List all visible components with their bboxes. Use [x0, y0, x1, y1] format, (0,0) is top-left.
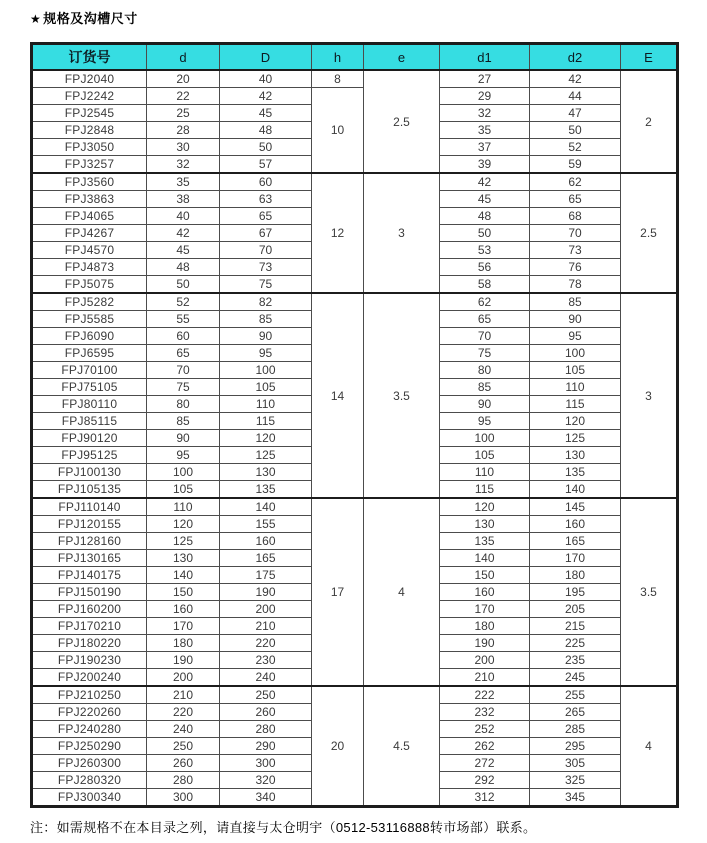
order-code-cell: FPJ2545 — [32, 105, 147, 122]
d-value-cell: 80 — [147, 396, 220, 413]
d1-value-cell: 222 — [440, 686, 530, 704]
d1-value-cell: 65 — [440, 311, 530, 328]
d1-value-cell: 200 — [440, 652, 530, 669]
D-value-cell: 165 — [220, 550, 312, 567]
page-title-text: 规格及沟槽尺寸 — [43, 11, 138, 26]
d-value-cell: 110 — [147, 498, 220, 516]
D-value-cell: 160 — [220, 533, 312, 550]
D-value-cell: 200 — [220, 601, 312, 618]
col-header-e: e — [364, 44, 440, 71]
E-value-cell: 3.5 — [621, 498, 678, 686]
d-value-cell: 38 — [147, 191, 220, 208]
order-code-cell: FPJ2848 — [32, 122, 147, 139]
d2-value-cell: 47 — [530, 105, 621, 122]
D-value-cell: 75 — [220, 276, 312, 294]
order-code-cell: FPJ240280 — [32, 721, 147, 738]
order-code-cell: FPJ5585 — [32, 311, 147, 328]
D-value-cell: 175 — [220, 567, 312, 584]
D-value-cell: 210 — [220, 618, 312, 635]
h-value-cell: 14 — [312, 293, 364, 498]
d2-value-cell: 125 — [530, 430, 621, 447]
d1-value-cell: 160 — [440, 584, 530, 601]
d1-value-cell: 190 — [440, 635, 530, 652]
h-value-cell: 8 — [312, 70, 364, 88]
d1-value-cell: 210 — [440, 669, 530, 687]
D-value-cell: 240 — [220, 669, 312, 687]
d-value-cell: 170 — [147, 618, 220, 635]
D-value-cell: 95 — [220, 345, 312, 362]
d2-value-cell: 52 — [530, 139, 621, 156]
d1-value-cell: 120 — [440, 498, 530, 516]
d2-value-cell: 110 — [530, 379, 621, 396]
d2-value-cell: 145 — [530, 498, 621, 516]
order-code-cell: FPJ120155 — [32, 516, 147, 533]
col-header-D: D — [220, 44, 312, 71]
D-value-cell: 85 — [220, 311, 312, 328]
d-value-cell: 125 — [147, 533, 220, 550]
d1-value-cell: 48 — [440, 208, 530, 225]
col-header-E: E — [621, 44, 678, 71]
order-code-cell: FPJ110140 — [32, 498, 147, 516]
d2-value-cell: 345 — [530, 789, 621, 807]
e-value-cell: 3.5 — [364, 293, 440, 498]
d-value-cell: 35 — [147, 173, 220, 191]
D-value-cell: 250 — [220, 686, 312, 704]
order-code-cell: FPJ170210 — [32, 618, 147, 635]
d2-value-cell: 68 — [530, 208, 621, 225]
E-value-cell: 2 — [621, 70, 678, 173]
d2-value-cell: 76 — [530, 259, 621, 276]
d1-value-cell: 252 — [440, 721, 530, 738]
d-value-cell: 28 — [147, 122, 220, 139]
d2-value-cell: 120 — [530, 413, 621, 430]
order-code-cell: FPJ5075 — [32, 276, 147, 294]
order-code-cell: FPJ150190 — [32, 584, 147, 601]
d-value-cell: 60 — [147, 328, 220, 345]
order-code-cell: FPJ85115 — [32, 413, 147, 430]
footer-note: 注：如需规格不在本目录之列，请直接与太仓明宇（0512-53116888转市场部）联系。 — [30, 820, 537, 835]
d-value-cell: 20 — [147, 70, 220, 88]
E-value-cell: 3 — [621, 293, 678, 498]
d-value-cell: 140 — [147, 567, 220, 584]
table-row — [32, 293, 678, 311]
d-value-cell: 32 — [147, 156, 220, 174]
d2-value-cell: 325 — [530, 772, 621, 789]
D-value-cell: 120 — [220, 430, 312, 447]
order-code-cell: FPJ4570 — [32, 242, 147, 259]
E-value-cell: 2.5 — [621, 173, 678, 293]
d2-value-cell: 265 — [530, 704, 621, 721]
D-value-cell: 70 — [220, 242, 312, 259]
D-value-cell: 290 — [220, 738, 312, 755]
order-code-cell: FPJ250290 — [32, 738, 147, 755]
order-code-cell: FPJ3560 — [32, 173, 147, 191]
table-row — [32, 498, 678, 516]
d-value-cell: 85 — [147, 413, 220, 430]
col-header-order-no: 订货号 — [32, 44, 147, 71]
d1-value-cell: 110 — [440, 464, 530, 481]
order-code-cell: FPJ70100 — [32, 362, 147, 379]
D-value-cell: 140 — [220, 498, 312, 516]
d1-value-cell: 292 — [440, 772, 530, 789]
order-code-cell: FPJ260300 — [32, 755, 147, 772]
d2-value-cell: 305 — [530, 755, 621, 772]
d1-value-cell: 80 — [440, 362, 530, 379]
d-value-cell: 75 — [147, 379, 220, 396]
e-value-cell: 4 — [364, 498, 440, 686]
d2-value-cell: 245 — [530, 669, 621, 687]
D-value-cell: 63 — [220, 191, 312, 208]
d1-value-cell: 105 — [440, 447, 530, 464]
D-value-cell: 67 — [220, 225, 312, 242]
d-value-cell: 55 — [147, 311, 220, 328]
D-value-cell: 230 — [220, 652, 312, 669]
d1-value-cell: 29 — [440, 88, 530, 105]
d-value-cell: 42 — [147, 225, 220, 242]
d2-value-cell: 95 — [530, 328, 621, 345]
order-code-cell: FPJ3863 — [32, 191, 147, 208]
d2-value-cell: 295 — [530, 738, 621, 755]
D-value-cell: 155 — [220, 516, 312, 533]
d1-value-cell: 262 — [440, 738, 530, 755]
d-value-cell: 200 — [147, 669, 220, 687]
d1-value-cell: 170 — [440, 601, 530, 618]
d2-value-cell: 165 — [530, 533, 621, 550]
d1-value-cell: 39 — [440, 156, 530, 174]
d-value-cell: 190 — [147, 652, 220, 669]
d-value-cell: 48 — [147, 259, 220, 276]
d-value-cell: 120 — [147, 516, 220, 533]
d-value-cell: 50 — [147, 276, 220, 294]
d2-value-cell: 235 — [530, 652, 621, 669]
d2-value-cell: 73 — [530, 242, 621, 259]
d2-value-cell: 78 — [530, 276, 621, 294]
order-code-cell: FPJ6595 — [32, 345, 147, 362]
spec-table — [30, 42, 679, 808]
d2-value-cell: 85 — [530, 293, 621, 311]
E-value-cell: 4 — [621, 686, 678, 807]
d1-value-cell: 135 — [440, 533, 530, 550]
d1-value-cell: 37 — [440, 139, 530, 156]
d-value-cell: 150 — [147, 584, 220, 601]
d1-value-cell: 53 — [440, 242, 530, 259]
page-title — [30, 8, 138, 27]
order-code-cell: FPJ2242 — [32, 88, 147, 105]
order-code-cell: FPJ128160 — [32, 533, 147, 550]
d-value-cell: 95 — [147, 447, 220, 464]
order-code-cell: FPJ4065 — [32, 208, 147, 225]
d-value-cell: 280 — [147, 772, 220, 789]
D-value-cell: 260 — [220, 704, 312, 721]
d1-value-cell: 272 — [440, 755, 530, 772]
d-value-cell: 250 — [147, 738, 220, 755]
d-value-cell: 25 — [147, 105, 220, 122]
d2-value-cell: 65 — [530, 191, 621, 208]
D-value-cell: 82 — [220, 293, 312, 311]
d2-value-cell: 62 — [530, 173, 621, 191]
order-code-cell: FPJ75105 — [32, 379, 147, 396]
order-code-cell: FPJ190230 — [32, 652, 147, 669]
d1-value-cell: 50 — [440, 225, 530, 242]
d-value-cell: 160 — [147, 601, 220, 618]
order-code-cell: FPJ180220 — [32, 635, 147, 652]
d1-value-cell: 95 — [440, 413, 530, 430]
d1-value-cell: 35 — [440, 122, 530, 139]
h-value-cell: 20 — [312, 686, 364, 807]
col-header-d: d — [147, 44, 220, 71]
order-code-cell: FPJ300340 — [32, 789, 147, 807]
d-value-cell: 220 — [147, 704, 220, 721]
d2-value-cell: 70 — [530, 225, 621, 242]
D-value-cell: 100 — [220, 362, 312, 379]
d-value-cell: 180 — [147, 635, 220, 652]
d1-value-cell: 32 — [440, 105, 530, 122]
d2-value-cell: 160 — [530, 516, 621, 533]
D-value-cell: 73 — [220, 259, 312, 276]
table-row — [32, 686, 678, 704]
col-header-d1: d1 — [440, 44, 530, 71]
D-value-cell: 280 — [220, 721, 312, 738]
d2-value-cell: 100 — [530, 345, 621, 362]
d1-value-cell: 75 — [440, 345, 530, 362]
d2-value-cell: 105 — [530, 362, 621, 379]
spec-table-container — [30, 42, 676, 808]
D-value-cell: 115 — [220, 413, 312, 430]
d-value-cell: 90 — [147, 430, 220, 447]
d1-value-cell: 150 — [440, 567, 530, 584]
D-value-cell: 42 — [220, 88, 312, 105]
D-value-cell: 125 — [220, 447, 312, 464]
D-value-cell: 40 — [220, 70, 312, 88]
d2-value-cell: 59 — [530, 156, 621, 174]
order-code-cell: FPJ140175 — [32, 567, 147, 584]
D-value-cell: 60 — [220, 173, 312, 191]
h-value-cell: 10 — [312, 88, 364, 174]
d1-value-cell: 130 — [440, 516, 530, 533]
order-code-cell: FPJ100130 — [32, 464, 147, 481]
order-code-cell: FPJ3257 — [32, 156, 147, 174]
d1-value-cell: 62 — [440, 293, 530, 311]
d2-value-cell: 205 — [530, 601, 621, 618]
d-value-cell: 52 — [147, 293, 220, 311]
e-value-cell: 3 — [364, 173, 440, 293]
d-value-cell: 130 — [147, 550, 220, 567]
order-code-cell: FPJ160200 — [32, 601, 147, 618]
d1-value-cell: 27 — [440, 70, 530, 88]
h-value-cell: 17 — [312, 498, 364, 686]
d2-value-cell: 130 — [530, 447, 621, 464]
h-value-cell: 12 — [312, 173, 364, 293]
table-row — [32, 173, 678, 191]
d-value-cell: 22 — [147, 88, 220, 105]
d1-value-cell: 42 — [440, 173, 530, 191]
order-code-cell: FPJ220260 — [32, 704, 147, 721]
d-value-cell: 30 — [147, 139, 220, 156]
d1-value-cell: 140 — [440, 550, 530, 567]
d1-value-cell: 312 — [440, 789, 530, 807]
star-icon: ★ — [30, 12, 42, 26]
table-row — [32, 70, 678, 88]
order-code-cell: FPJ4873 — [32, 259, 147, 276]
d1-value-cell: 56 — [440, 259, 530, 276]
d2-value-cell: 255 — [530, 686, 621, 704]
d-value-cell: 65 — [147, 345, 220, 362]
D-value-cell: 50 — [220, 139, 312, 156]
d2-value-cell: 170 — [530, 550, 621, 567]
d2-value-cell: 44 — [530, 88, 621, 105]
d2-value-cell: 135 — [530, 464, 621, 481]
D-value-cell: 220 — [220, 635, 312, 652]
d-value-cell: 240 — [147, 721, 220, 738]
order-code-cell: FPJ5282 — [32, 293, 147, 311]
d2-value-cell: 140 — [530, 481, 621, 499]
spec-table-header — [32, 44, 678, 71]
d1-value-cell: 85 — [440, 379, 530, 396]
d2-value-cell: 180 — [530, 567, 621, 584]
order-code-cell: FPJ6090 — [32, 328, 147, 345]
d-value-cell: 260 — [147, 755, 220, 772]
d1-value-cell: 115 — [440, 481, 530, 499]
D-value-cell: 105 — [220, 379, 312, 396]
d1-value-cell: 70 — [440, 328, 530, 345]
d2-value-cell: 195 — [530, 584, 621, 601]
d2-value-cell: 50 — [530, 122, 621, 139]
D-value-cell: 48 — [220, 122, 312, 139]
D-value-cell: 90 — [220, 328, 312, 345]
order-code-cell: FPJ4267 — [32, 225, 147, 242]
col-header-h: h — [312, 44, 364, 71]
order-code-cell: FPJ210250 — [32, 686, 147, 704]
order-code-cell: FPJ95125 — [32, 447, 147, 464]
order-code-cell: FPJ130165 — [32, 550, 147, 567]
D-value-cell: 300 — [220, 755, 312, 772]
d2-value-cell: 225 — [530, 635, 621, 652]
d1-value-cell: 180 — [440, 618, 530, 635]
d2-value-cell: 42 — [530, 70, 621, 88]
order-code-cell: FPJ200240 — [32, 669, 147, 687]
D-value-cell: 340 — [220, 789, 312, 807]
e-value-cell: 2.5 — [364, 70, 440, 173]
d2-value-cell: 115 — [530, 396, 621, 413]
d-value-cell: 45 — [147, 242, 220, 259]
order-code-cell: FPJ90120 — [32, 430, 147, 447]
d-value-cell: 210 — [147, 686, 220, 704]
d1-value-cell: 232 — [440, 704, 530, 721]
order-code-cell: FPJ80110 — [32, 396, 147, 413]
D-value-cell: 130 — [220, 464, 312, 481]
d1-value-cell: 90 — [440, 396, 530, 413]
D-value-cell: 45 — [220, 105, 312, 122]
col-header-d2: d2 — [530, 44, 621, 71]
D-value-cell: 320 — [220, 772, 312, 789]
d1-value-cell: 58 — [440, 276, 530, 294]
d2-value-cell: 90 — [530, 311, 621, 328]
d1-value-cell: 100 — [440, 430, 530, 447]
D-value-cell: 57 — [220, 156, 312, 174]
d-value-cell: 105 — [147, 481, 220, 499]
d-value-cell: 40 — [147, 208, 220, 225]
e-value-cell: 4.5 — [364, 686, 440, 807]
D-value-cell: 65 — [220, 208, 312, 225]
d1-value-cell: 45 — [440, 191, 530, 208]
D-value-cell: 135 — [220, 481, 312, 499]
D-value-cell: 190 — [220, 584, 312, 601]
d-value-cell: 100 — [147, 464, 220, 481]
order-code-cell: FPJ2040 — [32, 70, 147, 88]
D-value-cell: 110 — [220, 396, 312, 413]
order-code-cell: FPJ280320 — [32, 772, 147, 789]
d2-value-cell: 285 — [530, 721, 621, 738]
table-row — [32, 88, 678, 105]
order-code-cell: FPJ3050 — [32, 139, 147, 156]
d-value-cell: 70 — [147, 362, 220, 379]
order-code-cell: FPJ105135 — [32, 481, 147, 499]
d-value-cell: 300 — [147, 789, 220, 807]
d2-value-cell: 215 — [530, 618, 621, 635]
spec-table-body — [32, 70, 678, 807]
